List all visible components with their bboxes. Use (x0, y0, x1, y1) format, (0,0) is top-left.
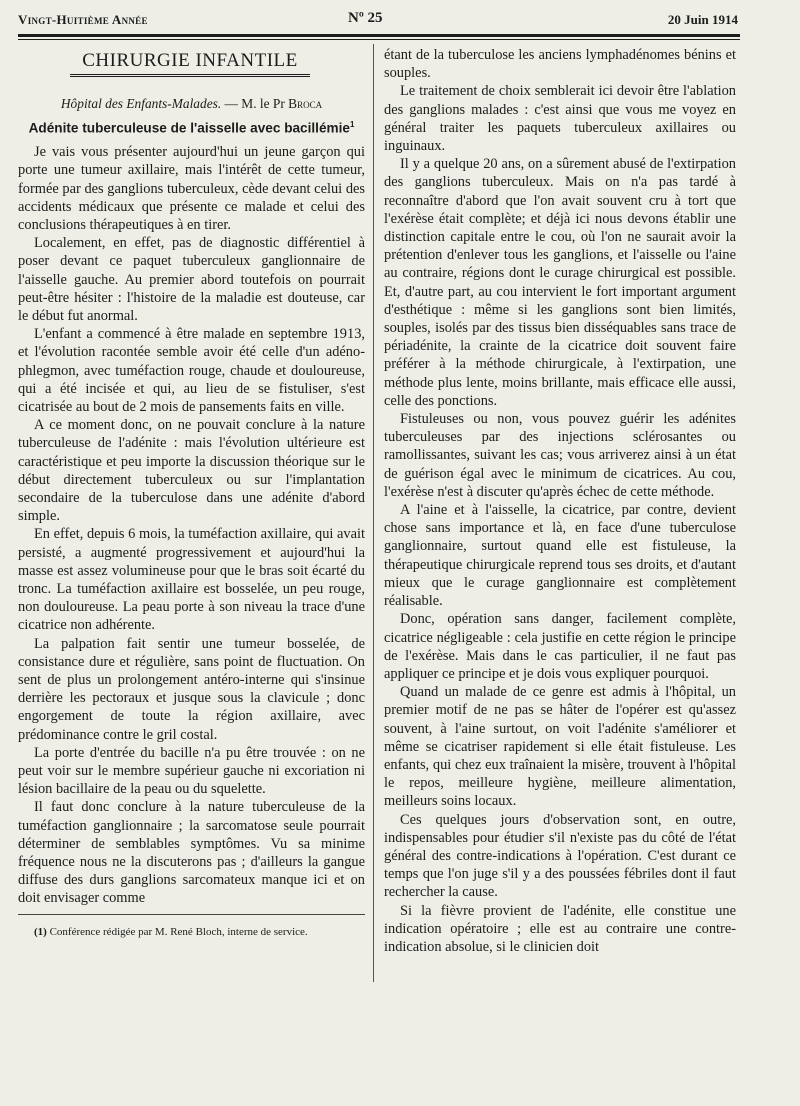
section-title: CHIRURGIE INFANTILE (70, 52, 310, 77)
paragraph: Il y a quelque 20 ans, on a sûrement abusé de l'extirpation des ganglions tuberculeux. Mais on n'a pas tardé à reconnaître d'abord que l'on avait souvent cru à tort que l'exérèse était complète; et déjà ici nous devons établir une distinction capitale entre le cou, où l'on ne saurait avoir la prétention d'enlever tous les ganglions, et l'aisselle ou l'aine au contraire, régions dont le curage chirurgical est possible. Et, d'autre part, au cou intervient le fort important argument d'esthétique : même si les ganglions sont bien limités, souples, isolés par des tissus bien disséquables sans trace de périadénite, la crainte de la cicatrice doit souvent faire préférer à la méthode chirurgicale, à l'extirpation, une méthode plus lente, moins brillante, mais efficace elle aussi, celle des ponctions. (384, 156, 736, 409)
paragraph: Si la fièvre provient de l'adénite, elle constitue une indication opératoire ; elle est au contraire une contre-indication absolue, si le clinicien doit (384, 902, 736, 955)
paragraph: A ce moment donc, on ne pouvait conclure à la nature tuberculeuse de l'adénite : mais l'évolution ultérieure est caractéristique et peu importe la discussion théorique sur le début directement tuberculeux ou sur l'implantation secondaire de la tuberculose dans une adénite d'abord simple. (18, 417, 365, 525)
issue-number: Nº 25 (348, 10, 383, 26)
paragraph: étant de la tuberculose les anciens lymphadénomes bénins et souples. (384, 47, 736, 82)
paragraph: A l'aine et à l'aisselle, la cicatrice, par contre, devient chose sans importance et là, en face d'une tuberculose ganglionnaire, surtout quand elle est fistuleuse, la thérapeutique chirurgicale reprend tous ses droits, et d'autant mieux que le curage ganglionnaire est complètement réalisable. (384, 502, 736, 610)
paragraph: L'enfant a commencé à être malade en septembre 1913, et l'évolution racontée semble avoir été celle d'un adéno-phlegmon, avec tuméfaction rouge, chaude et douloureuse, qui a été incisée et qui, au lieu de se fistuliser, s'est cicatrisée au bout de 2 mois de pansements faits en ville. (18, 326, 365, 415)
column-divider (373, 44, 374, 982)
right-column (384, 46, 736, 956)
paragraph: Donc, opération sans danger, facilement complète, cicatrice négligeable : cela justifie en cette région le principe de l'exérèse. Mais dans le cas particulier, il ne faut pas appliquer ce principe et je dois vous expliquer pourquoi. (384, 611, 736, 682)
paragraph: En effet, depuis 6 mois, la tuméfaction axillaire, qui avait persisté, a augmenté progressivement et aujourd'hui la masse est assez volumineuse pour que le bras soit écarté du tronc. La tuméfaction axillaire est bosselée, un peu rouge, non douloureuse. La peau porte à son niveau la trace d'une cicatrice non adhérente. (18, 526, 365, 634)
footnote-ref: 1 (349, 120, 355, 130)
paragraph: Fistuleuses ou non, vous pouvez guérir les adénites tuberculeuses par des injections sclérosantes ou ramollissantes, suivant les cas; vous arriverez ainsi à un état de guérison égal avec le minimum de cicatrices. Au cou, l'exérèse n'est à discuter qu'après échec de cette méthode. (384, 411, 736, 500)
paragraph: La porte d'entrée du bacille n'a pu être trouvée : on ne peut voir sur le membre supérieur gauche ni excoriation ni lésion bacillaire de la peau ou du squelette. (18, 744, 365, 798)
article-title-text: Adénite tuberculeuse de l'aisselle avec bacillémie (28, 120, 350, 136)
issue-date-year: 1914 (712, 12, 738, 27)
header-rule-thin (18, 39, 740, 40)
author-prefix: — M. le Pr (221, 96, 289, 112)
paragraph: Ces quelques jours d'observation sont, en outre, indispensables pour étudier s'il n'existe pas du côté de l'état général des contre-indications à l'opération. C'est durant ce temps que l'on juge s'il y a des poussées fébriles dont il faut rechercher la cause. (384, 811, 736, 901)
issue-date (668, 12, 738, 28)
article-title (18, 116, 365, 138)
footnote (18, 925, 365, 939)
paragraph: La palpation fait sentir une tumeur bosselée, de consistance dure et régulière, sans point de fluctuation. On sent de plus un prolongement antéro-interne qui s'insinue derrière les pectoraux et jusque sous la clavicule ; donc engorgement de toute la région axillaire, avec prédominance contre le gril costal. (18, 635, 365, 743)
paragraph: Localement, en effet, pas de diagnostic différentiel à poser devant ce paquet tuberculeux ganglionnaire de l'aisselle gauche. Au premier abord toutefois on pourrait peut-être hésiter : l'histoire de la maladie est douteuse, car le début fut anormal. (18, 235, 365, 324)
issue-date-day: 20 Juin (667, 12, 709, 27)
header-rule-thick (18, 34, 740, 37)
left-column (18, 52, 365, 939)
paragraph: Il faut donc conclure à la nature tuberculeuse de la tuméfaction ganglionnaire ; la sarcomatose seule pourrait déterminer de semblables symptômes. Vu sa minime fréquence nous ne la discuterons pas ; d'ailleurs la gangue diffuse des durs ganglions sarcomateux manque ici et on doit envisager comme (18, 799, 365, 907)
author-name: Broca (288, 96, 323, 112)
footnote-number: (1) (34, 925, 47, 938)
footnote-text: Conférence rédigée par M. René Bloch, interne de service. (46, 925, 308, 938)
paragraph: Le traitement de choix semblerait ici devoir être l'ablation des ganglions malades : c'est ainsi que vous me voyez en général traiter les paquets tuberculeux axillaires ou inguinaux. (384, 83, 736, 155)
paragraph: Quand un malade de ce genre est admis à l'hôpital, un premier motif de ne pas se hâter de l'opérer est qu'assez souvent, à l'aine surtout, on voit l'adénite s'améliorer et même se cicatriser rapidement si elle était fistuleuse. Les enfants, qui chez eux traînaient la misère, trouvent à l'hôpital le repos, meilleure hygiène, meilleure alimentation, meilleurs soins locaux. (384, 684, 736, 810)
running-head (18, 10, 738, 32)
byline (18, 95, 365, 113)
footnote-rule (18, 914, 365, 915)
hospital-name: Hôpital des Enfants-Malades. (60, 96, 222, 112)
paragraph: Je vais vous présenter aujourd'hui un jeune garçon qui porte une tumeur axillaire, mais l'intérêt de cette tumeur, formée par des ganglions tuberculeux, cède devant celui des accidents médicaux que présente ce malade et celui des conclusions thérapeutiques à en tirer. (18, 144, 365, 233)
journal-year: Vingt-Huitième Année (18, 12, 148, 27)
